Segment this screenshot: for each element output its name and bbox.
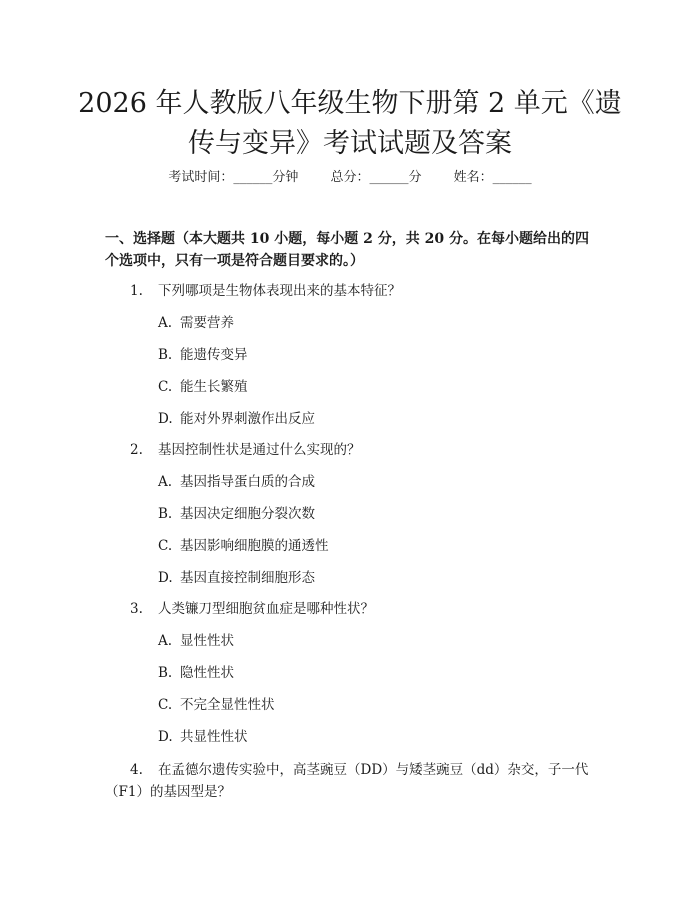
question-3 [130,599,600,619]
option-letter: B. [158,665,173,681]
exam-time-field: 考试时间：______分钟 [168,170,299,185]
option-letter: D. [158,570,173,586]
question-1-option-b [158,345,598,365]
question-3-option-d [158,727,598,747]
option-text: 能生长繁殖 [180,379,248,395]
option-text: 显性性状 [180,633,234,649]
option-text: 不完全显性性状 [180,697,275,713]
option-letter: A. [158,474,173,490]
section-heading: 一、选择题（本大题共 10 小题，每小题 2 分，共 20 分。在每小题给出的四个选项中，只有一项是符合题目要求的。） [105,231,589,269]
question-2-option-b [158,504,598,524]
option-letter: D. [158,729,173,745]
option-letter: C. [158,697,173,713]
question-number: 2. [130,442,143,458]
exam-title [70,84,630,164]
total-score-field: 总分：______分 [330,170,422,185]
option-letter: B. [158,347,173,363]
question-text: 人类镰刀型细胞贫血症是哪种性状？ [158,601,374,617]
question-3-option-c [158,695,598,715]
exam-title-line-1: 2026 年人教版八年级生物下册第 2 单元《遗 [78,88,622,119]
question-number: 4. [130,762,143,778]
option-text: 基因指导蛋白质的合成 [180,474,315,490]
option-text: 需要营养 [180,315,234,331]
option-text: 基因影响细胞膜的通透性 [180,538,329,554]
question-4 [105,759,600,803]
question-2-option-d [158,568,598,588]
option-text: 基因决定细胞分裂次数 [180,506,315,522]
option-letter: A. [158,315,173,331]
exam-title-line-2: 传与变异》考试试题及答案 [188,128,512,159]
option-text: 能对外界刺激作出反应 [180,411,315,427]
option-letter: B. [158,506,173,522]
question-2-option-c [158,536,598,556]
question-number: 3. [130,601,143,617]
student-name-field: 姓名：______ [453,170,532,185]
option-letter: C. [158,379,173,395]
option-letter: C. [158,538,173,554]
question-3-option-b [158,663,598,683]
option-text: 隐性性状 [180,665,234,681]
question-1 [130,281,600,301]
question-1-option-d [158,409,598,429]
question-2-option-a [158,472,598,492]
option-text: 能遗传变异 [180,347,248,363]
question-1-option-a [158,313,598,333]
option-text: 基因直接控制细胞形态 [180,570,315,586]
question-text: 在孟德尔遗传实验中，高茎豌豆（DD）与矮茎豌豆（dd）杂交，子一代（F1）的基因型是？ [105,762,589,800]
question-number: 1. [130,283,143,299]
question-3-option-a [158,631,598,651]
option-letter: A. [158,633,173,649]
option-letter: D. [158,411,173,427]
question-2 [130,440,600,460]
question-text: 基因控制性状是通过什么实现的？ [158,442,361,458]
exam-meta [0,168,700,188]
question-1-option-c [158,377,598,397]
question-text: 下列哪项是生物体表现出来的基本特征？ [158,283,401,299]
option-text: 共显性性状 [180,729,248,745]
